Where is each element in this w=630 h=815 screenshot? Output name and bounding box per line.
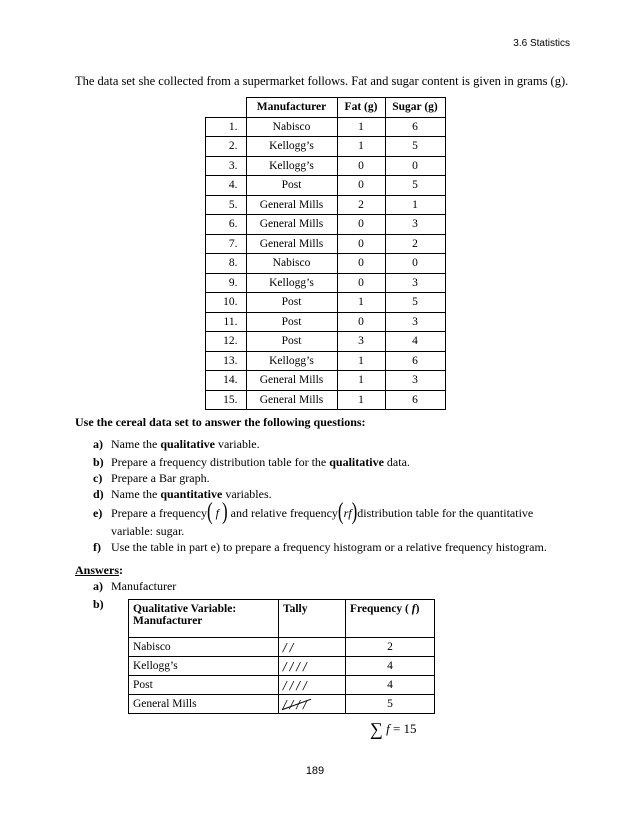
fat-cell: 0 <box>337 215 385 235</box>
row-index-cell: 1. <box>206 117 247 137</box>
sum-value: = 15 <box>389 721 417 736</box>
question-label: c) <box>93 471 103 485</box>
table-row <box>206 117 446 137</box>
table-row <box>129 657 435 676</box>
sugar-cell: 2 <box>385 234 445 254</box>
frequency-cell: 4 <box>346 676 435 695</box>
question-c <box>93 471 210 486</box>
col-header-fat: Fat (g) <box>337 98 385 118</box>
manufacturer-cell: Kellogg’s <box>246 137 337 157</box>
table-row <box>206 254 446 274</box>
sugar-cell: 5 <box>385 293 445 313</box>
table-row <box>206 234 446 254</box>
row-index-cell: 13. <box>206 351 247 371</box>
manufacturer-cell: Kellogg’s <box>246 156 337 176</box>
manufacturer-cell: Kellogg’s <box>246 273 337 293</box>
sugar-cell: 0 <box>385 254 445 274</box>
row-index-cell: 11. <box>206 312 247 332</box>
tally-group <box>283 698 310 711</box>
manufacturer-cell: General Mills <box>246 215 337 235</box>
question-label: e) <box>93 506 103 520</box>
table-row <box>206 312 446 332</box>
frequency-symbol: f <box>215 506 219 520</box>
answer-text: Manufacturer <box>111 579 177 593</box>
row-index-cell: 9. <box>206 273 247 293</box>
table-row <box>206 351 446 371</box>
question-text: Use the table in part e) to prepare a frequency histogram or a relative frequency histogram. <box>111 540 547 554</box>
frequency-symbol: f <box>386 721 390 736</box>
table-row <box>206 215 446 235</box>
manufacturer-cell: Post <box>129 676 279 695</box>
question-text: variables. <box>222 487 272 501</box>
header-text: ) <box>415 603 420 615</box>
sugar-cell: 3 <box>385 371 445 391</box>
answers-heading-text: Answers <box>75 563 119 577</box>
fat-cell: 1 <box>337 351 385 371</box>
table-row <box>206 176 446 196</box>
row-index-cell: 5. <box>206 195 247 215</box>
question-d <box>93 487 272 502</box>
answer-a <box>93 579 176 594</box>
fat-cell: 0 <box>337 273 385 293</box>
row-index-cell: 4. <box>206 176 247 196</box>
row-index-cell: 10. <box>206 293 247 313</box>
frequency-distribution-table <box>128 599 435 714</box>
row-index-cell: 6. <box>206 215 247 235</box>
sum-of-frequencies <box>370 719 417 740</box>
sugar-cell: 3 <box>385 273 445 293</box>
table-row <box>206 273 446 293</box>
answer-label: b) <box>93 597 104 611</box>
row-index-cell: 12. <box>206 332 247 352</box>
question-text: variable. <box>214 437 260 451</box>
table-row <box>129 638 435 657</box>
question-text-continued: variable: sugar. <box>111 524 185 538</box>
table-row <box>206 390 446 410</box>
answer-label: a) <box>93 579 103 593</box>
col-header-frequency <box>346 600 435 638</box>
questions-heading: Use the cereal data set to answer the following questions: <box>75 415 366 429</box>
question-e <box>93 498 534 538</box>
row-index-cell: 7. <box>206 234 247 254</box>
question-emphasis: qualitative <box>160 437 215 451</box>
sugar-cell: 4 <box>385 332 445 352</box>
table-row <box>206 156 446 176</box>
question-emphasis: quantitative <box>160 487 223 501</box>
manufacturer-cell: Post <box>246 176 337 196</box>
tally-marks: //// <box>283 659 310 673</box>
section-header: 3.6 Statistics <box>513 38 570 49</box>
manufacturer-cell: General Mills <box>129 695 279 714</box>
table-row <box>129 676 435 695</box>
question-text: data. <box>383 455 410 469</box>
table-row <box>206 371 446 391</box>
col-header-tally: Tally <box>279 600 346 638</box>
tally-cell <box>279 657 346 676</box>
row-index-cell: 8. <box>206 254 247 274</box>
manufacturer-cell: General Mills <box>246 234 337 254</box>
sugar-cell: 1 <box>385 195 445 215</box>
sigma-symbol: ∑ <box>370 719 383 739</box>
question-text: Name the <box>111 437 161 451</box>
header-text: Frequency ( <box>350 603 409 615</box>
sugar-cell: 3 <box>385 215 445 235</box>
question-text: Prepare a Bar graph. <box>111 471 210 485</box>
question-text: distribution table for the quantitative <box>357 506 534 520</box>
question-b <box>93 455 410 470</box>
cereal-data-table <box>205 97 446 410</box>
left-paren: ( <box>337 498 344 525</box>
fat-cell: 1 <box>337 137 385 157</box>
tally-marks: // <box>283 640 297 654</box>
sugar-cell: 6 <box>385 390 445 410</box>
row-index-cell: 3. <box>206 156 247 176</box>
answers-heading: Answers: <box>75 563 123 577</box>
fat-cell: 2 <box>337 195 385 215</box>
question-f <box>93 540 547 555</box>
sugar-cell: 3 <box>385 312 445 332</box>
col-header-manufacturer: Manufacturer <box>246 98 337 118</box>
row-index-cell: 2. <box>206 137 247 157</box>
manufacturer-cell: General Mills <box>246 371 337 391</box>
row-index-cell: 15. <box>206 390 247 410</box>
fat-cell: 1 <box>337 371 385 391</box>
question-text: Name the <box>111 487 161 501</box>
manufacturer-cell: Post <box>246 332 337 352</box>
page-number: 189 <box>305 765 325 777</box>
table-row <box>206 195 446 215</box>
manufacturer-cell: Nabisco <box>129 638 279 657</box>
frequency-symbol: f <box>411 603 416 615</box>
sugar-cell: 0 <box>385 156 445 176</box>
manufacturer-cell: Kellogg’s <box>246 351 337 371</box>
question-label: a) <box>93 437 103 451</box>
tally-cell <box>279 638 346 657</box>
manufacturer-cell: Post <box>246 293 337 313</box>
sugar-cell: 6 <box>385 351 445 371</box>
manufacturer-cell: General Mills <box>246 195 337 215</box>
fat-cell: 0 <box>337 176 385 196</box>
manufacturer-cell: Kellogg’s <box>129 657 279 676</box>
fat-cell: 0 <box>337 312 385 332</box>
question-text: and relative frequency <box>227 506 338 520</box>
header-line: Qualitative Variable: <box>133 603 237 615</box>
table-row <box>129 695 435 714</box>
answer-b <box>93 597 111 612</box>
fat-cell: 0 <box>337 156 385 176</box>
question-emphasis: qualitative <box>329 455 384 469</box>
tally-marks: //// <box>283 678 310 692</box>
table-corner <box>206 98 247 118</box>
header-line: Manufacturer <box>133 615 203 627</box>
fat-cell: 1 <box>337 293 385 313</box>
question-label: b) <box>93 455 104 469</box>
tally-marks: //// <box>283 697 310 711</box>
question-text: Prepare a frequency <box>111 506 207 520</box>
col-header-qualitative-variable <box>129 600 279 638</box>
manufacturer-cell: General Mills <box>246 390 337 410</box>
col-header-sugar: Sugar (g) <box>385 98 445 118</box>
frequency-cell: 2 <box>346 638 435 657</box>
frequency-cell: 5 <box>346 695 435 714</box>
relative-frequency-symbol: rf <box>343 506 352 520</box>
tally-cell <box>279 676 346 695</box>
right-paren: ) <box>221 498 228 525</box>
manufacturer-cell: Nabisco <box>246 117 337 137</box>
question-label: d) <box>93 487 104 501</box>
fat-cell: 1 <box>337 390 385 410</box>
tally-cell <box>279 695 346 714</box>
table-row <box>206 332 446 352</box>
table-row <box>206 137 446 157</box>
sugar-cell: 5 <box>385 137 445 157</box>
table-row <box>206 293 446 313</box>
sugar-cell: 5 <box>385 176 445 196</box>
fat-cell: 0 <box>337 254 385 274</box>
question-a <box>93 437 260 452</box>
right-paren: ) <box>351 498 358 525</box>
sugar-cell: 6 <box>385 117 445 137</box>
fat-cell: 3 <box>337 332 385 352</box>
fat-cell: 1 <box>337 117 385 137</box>
left-paren: ( <box>206 498 213 525</box>
row-index-cell: 14. <box>206 371 247 391</box>
question-text: Prepare a frequency distribution table for the <box>111 455 330 469</box>
fat-cell: 0 <box>337 234 385 254</box>
manufacturer-cell: Nabisco <box>246 254 337 274</box>
question-label: f) <box>93 540 101 554</box>
frequency-cell: 4 <box>346 657 435 676</box>
intro-text: The data set she collected from a supermarket follows. Fat and sugar content is given in grams (g). <box>75 74 569 88</box>
manufacturer-cell: Post <box>246 312 337 332</box>
